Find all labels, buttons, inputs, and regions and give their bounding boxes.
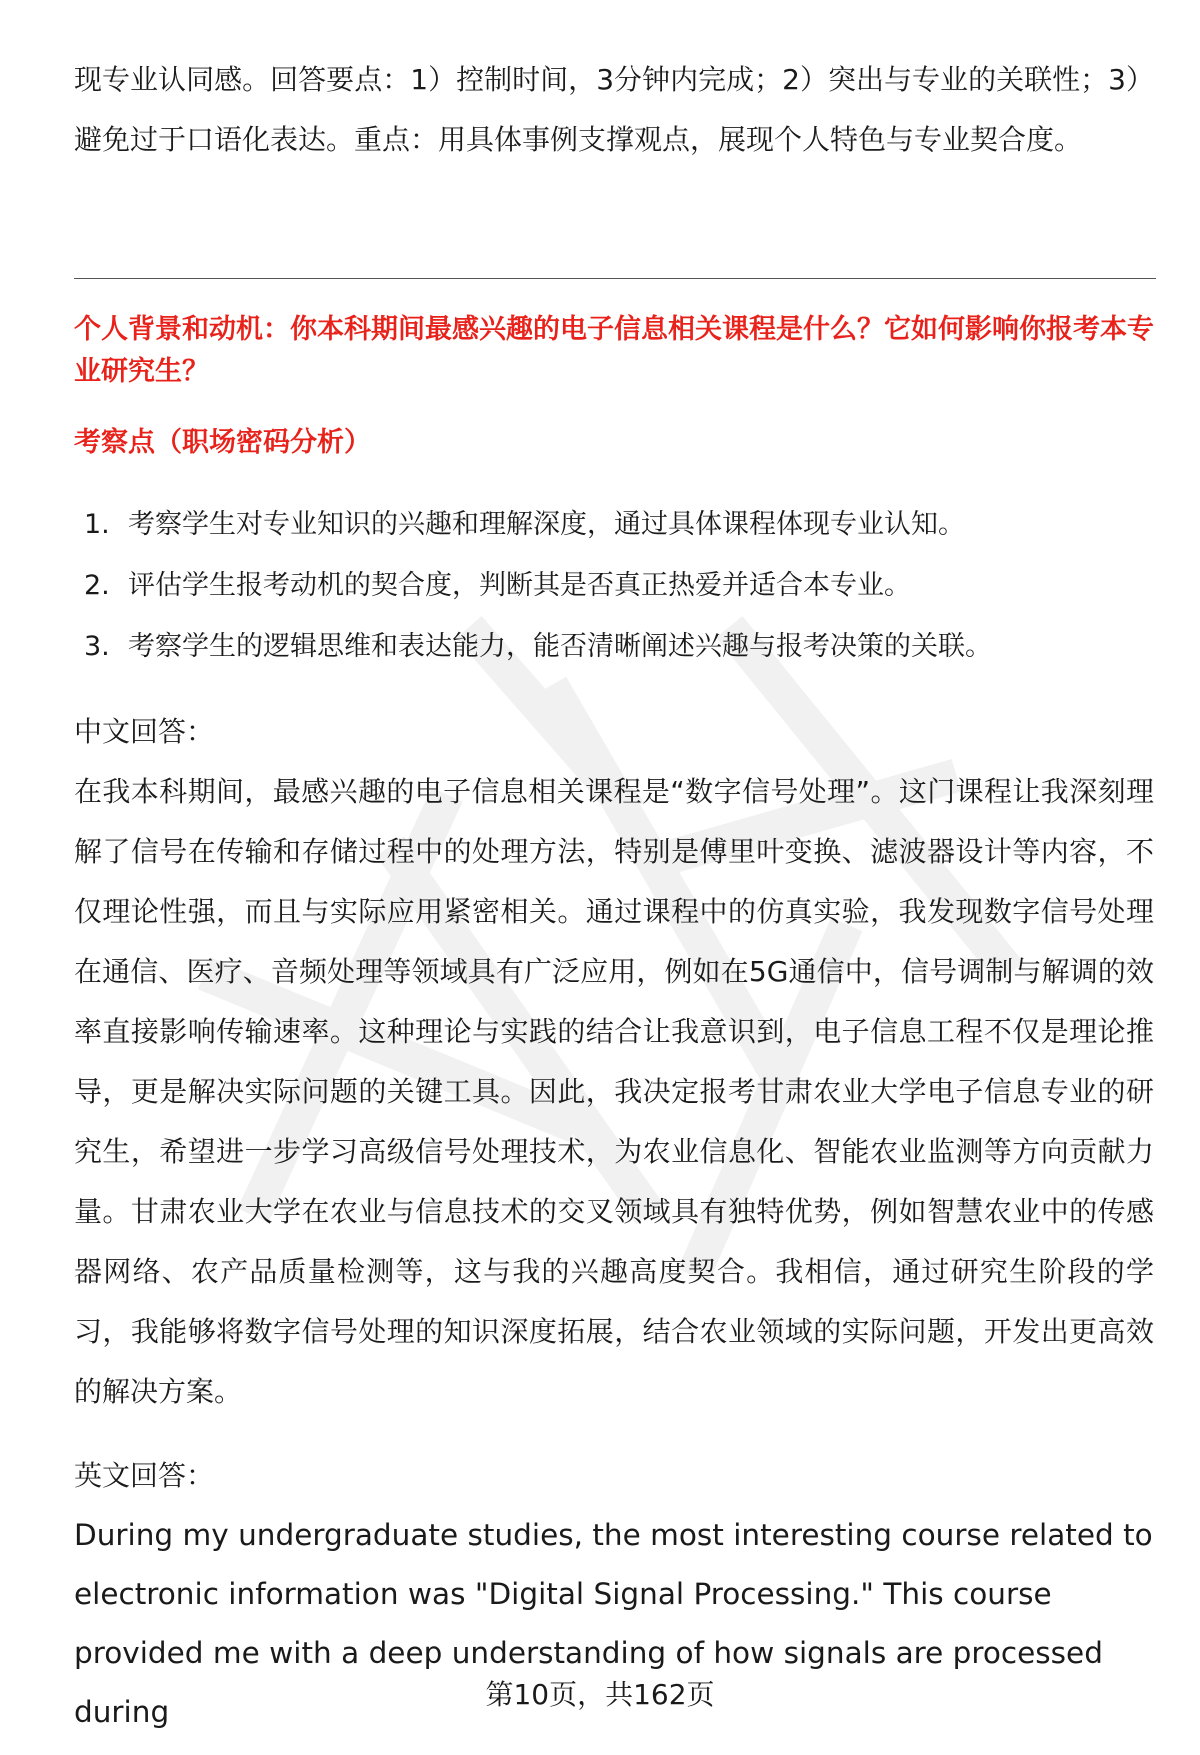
list-item-number: 2. (84, 570, 110, 601)
list-item (74, 616, 1154, 677)
list-item-text: 考察学生的逻辑思维和表达能力，能否清晰阐述兴趣与报考决策的关联。 (128, 631, 992, 662)
chinese-answer-text: 在我本科期间，最感兴趣的电子信息相关课程是“数字信号处理”。这门课程让我深刻理解了信号在传输和存储过程中的处理方法，特别是傅里叶变换、滤波器设计等内容，不仅理论性强，而且与实际应用紧密相关。通过课程中的仿真实验，我发现数字信号处理在通信、医疗、音频处理等领域具有广泛应用，例如在5G通信中，信号调制与解调的效率直接影响传输速率。这种理论与实践的结合让我意识到，电子信息工程不仅是理论推导，更是解决实际问题的关键工具。因此，我决定报考甘肃农业大学电子信息专业的研究生，希望进一步学习高级信号处理技术，为农业信息化、智能农业监测等方向贡献力量。甘肃农业大学在农业与信息技术的交叉领域具有独特优势，例如智慧农业中的传感器网络、农产品质量检测等，这与我的兴趣高度契合。我相信，通过研究生阶段的学习，我能够将数字信号处理的知识深度拓展，结合农业领域的实际问题，开发出更高效的解决方案。 (74, 775, 1154, 1408)
question-heading: 个人背景和动机：你本科期间最感兴趣的电子信息相关课程是什么？它如何影响你报考本专业研究生？ (74, 314, 1154, 387)
chinese-answer-label: 中文回答： (74, 715, 215, 748)
list-item-number: 1. (84, 509, 110, 540)
list-item (74, 555, 1154, 616)
list-item-text: 评估学生报考动机的契合度，判断其是否真正热爱并适合本专业。 (128, 570, 911, 601)
english-answer-label: 英文回答： (74, 1459, 215, 1492)
intro-block (74, 50, 1154, 170)
page-number-footer: 第10页，共162页 (485, 1678, 715, 1711)
section-divider (74, 278, 1156, 279)
assessment-points-list (74, 494, 1154, 677)
list-item (74, 494, 1154, 555)
english-answer-text: During my undergraduate studies, the most interesting course related to electronic information was "Digital Signal Processing." This course provided me with a deep understanding of how signals are processed during (74, 1518, 1153, 1729)
list-item-number: 3. (84, 631, 110, 662)
section-title: 考察点（职场密码分析） (74, 427, 371, 458)
list-item-text: 考察学生对专业知识的兴趣和理解深度，通过具体课程体现专业认知。 (128, 509, 965, 540)
intro-paragraph: 现专业认同感。回答要点：1）控制时间，3分钟内完成；2）突出与专业的关联性；3）避免过于口语化表达。重点：用具体事例支撑观点，展现个人特色与专业契合度。 (74, 63, 1154, 156)
